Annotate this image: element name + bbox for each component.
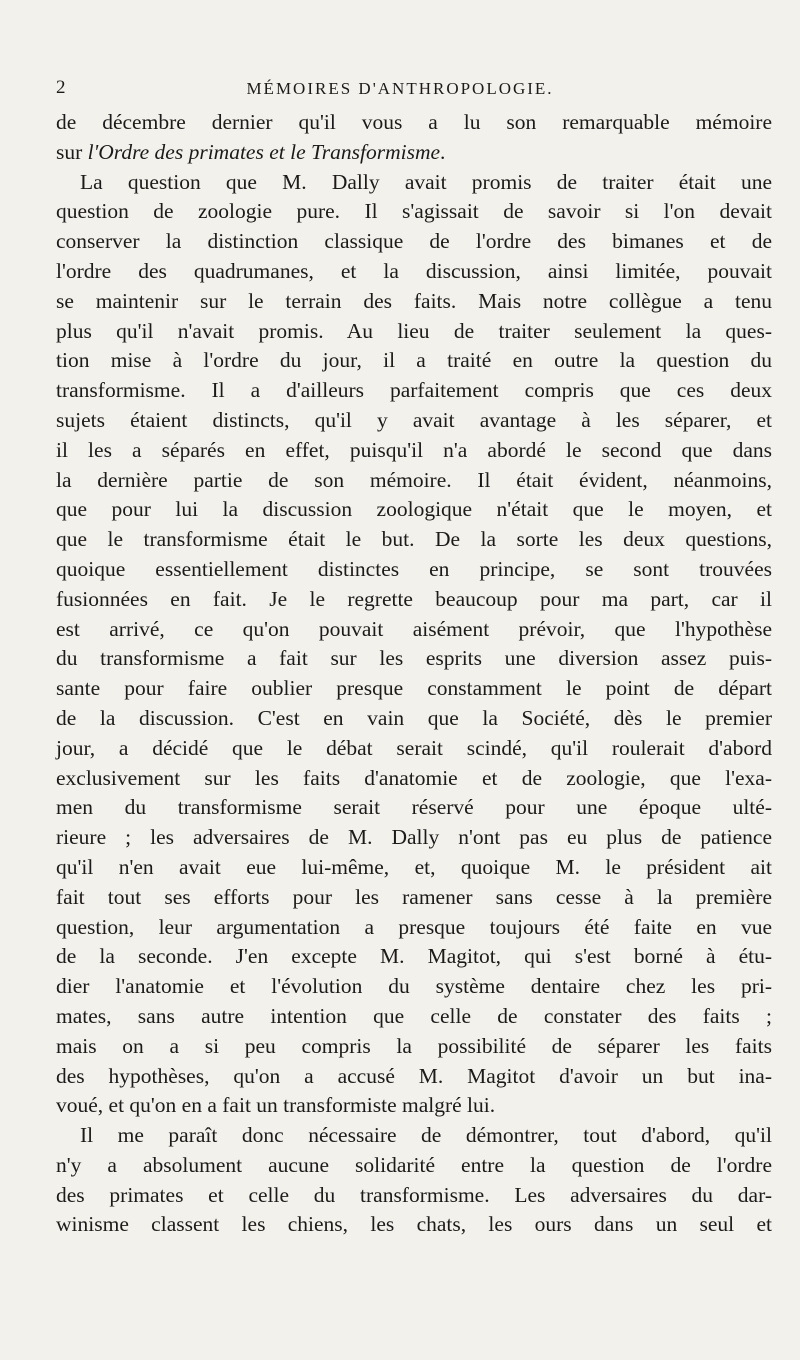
text-line: du transformisme a fait sur les esprits une diversion assez puis- [56,646,772,671]
text-line: jour, a décidé que le débat serait scindé, qu'il roulerait d'abord [56,735,772,760]
text-line: qu'il n'en avait eue lui-même, et, quoique M. le président ait [56,854,772,879]
text-line: mates, sans autre intention que celle de constater des faits ; [56,1003,772,1028]
text-line: sante pour faire oublier presque constamment le point de départ [56,676,772,701]
text-line: tion mise à l'ordre du jour, il a traité en outre la question du [56,348,772,373]
text-line: n'y a absolument aucune solidarité entre la question de l'ordre [56,1152,772,1177]
text-line: sur l'Ordre des primates et le Transformisme. [56,139,446,164]
text-line: La question que M. Dally avait promis de traiter était une [80,169,772,194]
text-line: exclusivement sur les faits d'anatomie et de zoologie, que l'exa- [56,765,772,790]
text-line: question de zoologie pure. Il s'agissait de savoir si l'on devait [56,199,772,224]
text-line: plus qu'il n'avait promis. Au lieu de traiter seulement la ques- [56,318,772,343]
text-line: conserver la distinction classique de l'ordre des bimanes et de [56,229,772,254]
text-line: sujets étaient distincts, qu'il y avait avantage à les séparer, et [56,407,772,432]
text-line: des hypothèses, qu'on a accusé M. Magitot d'avoir un but ina- [56,1063,772,1088]
text-line: se maintenir sur le terrain des faits. Mais notre collègue a tenu [56,288,772,313]
text-line: que pour lui la discussion zoologique n'était que le moyen, et [56,497,772,522]
body-text [56,108,772,1240]
work-title: l'Ordre des primates et le Transformisme [87,139,441,164]
text-line: fusionnées en fait. Je le regrette beaucoup pour ma part, car il [56,586,772,611]
text-line: des primates et celle du transformisme. Les adversaires du dar- [56,1182,772,1207]
text-line: de la discussion. C'est en vain que la Société, dès le premier [56,705,772,730]
text-line: rieure ; les adversaires de M. Dally n'ont pas eu plus de patience [56,825,772,850]
text-line: question, leur argumentation a presque toujours été faite en vue [56,914,772,939]
text-line: dier l'anatomie et l'évolution du système dentaire chez les pri- [56,974,772,999]
text-line: l'ordre des quadrumanes, et la discussion, ainsi limitée, pouvait [56,258,772,283]
text-line: est arrivé, ce qu'on pouvait aisément prévoir, que l'hypothèse [56,616,772,641]
text-line: transformisme. Il a d'ailleurs parfaitement compris que ces deux [56,378,772,403]
text-line: fait tout ses efforts pour les ramener sans cesse à la première [56,884,772,909]
text-line: la dernière partie de son mémoire. Il était évident, néanmoins, [56,467,772,492]
text-line: quoique essentiellement distinctes en principe, se sont trouvées [56,556,772,581]
text-line: Il me paraît donc nécessaire de démontrer, tout d'abord, qu'il [80,1123,772,1148]
text-line: que le transformisme était le but. De la sorte les deux questions, [56,527,772,552]
text-line: de décembre dernier qu'il vous a lu son remarquable mémoire [56,110,772,134]
text-line: winisme classent les chiens, les chats, les ours dans un seul et [56,1212,772,1237]
text-line: de la seconde. J'en excepte M. Magitot, qui s'est borné à étu- [56,944,772,969]
text-line: men du transformisme serait réservé pour une époque ulté- [56,795,772,820]
text-line: voué, et qu'on en a fait un transformiste malgré lui. [56,1093,496,1118]
text-line: il les a séparés en effet, puisqu'il n'a abordé le second que dans [56,437,772,462]
page-number: 2 [56,77,66,98]
running-title: MÉMOIRES D'ANTHROPOLOGIE. [246,79,554,98]
text-line: mais on a si peu compris la possibilité de séparer les faits [56,1033,772,1058]
